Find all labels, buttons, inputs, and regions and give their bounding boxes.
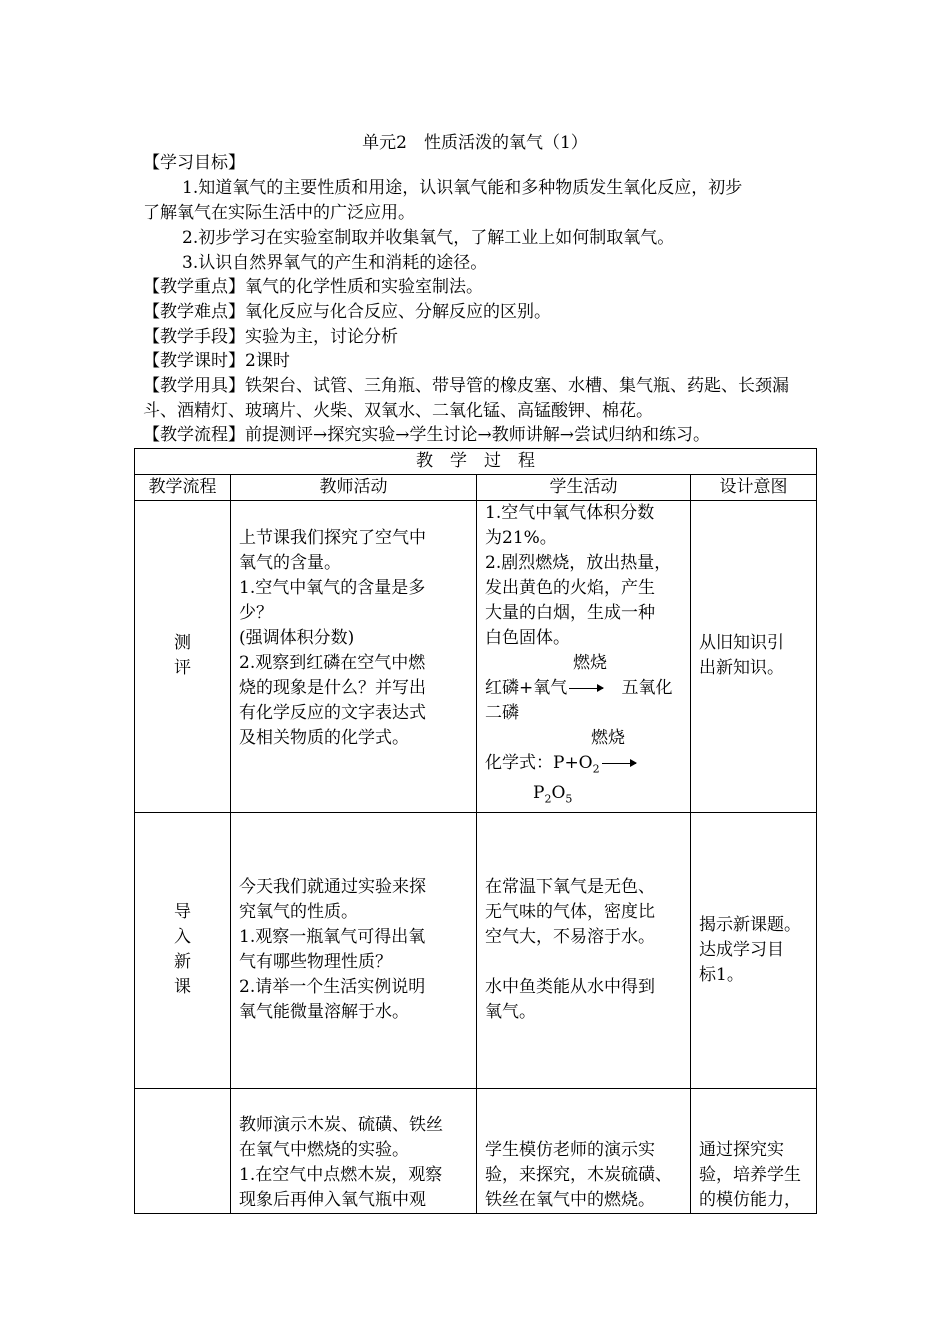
student-activity: 在常温下氧气是无色、 无气味的气体，密度比 空气大，不易溶于水。 水中鱼类能从水中得到 氧气。 [477, 812, 691, 1088]
objective-1-line-2: 了解氧气在实际生活中的广泛应用。 [143, 203, 415, 223]
objective-2: 2.初步学习在实验室制取并收集氧气，了解工业上如何制取氧气。 [182, 228, 675, 248]
header-teacher: 教师活动 [231, 475, 477, 501]
tools-line-2: 斗、酒精灯、玻璃片、火柴、双氧水、二氧化锰、高锰酸钾、棉花。 [143, 401, 653, 421]
table-row [135, 812, 817, 1088]
reaction-arrow-icon [569, 688, 603, 689]
teacher-activity: 教师演示木炭、硫磺、铁丝 在氧气中燃烧的实验。 1.在空气中点燃木炭，观察 现象后再伸入氧气瓶中观 [231, 1088, 477, 1213]
header-intent: 设计意图 [691, 475, 817, 501]
student-answer-text: 1.空气中氧气体积分数 为21%。 2.剧烈燃烧，放出热量， 发出黄色的火焰，产生 大量的白烟，生成一种 白色固体。 [485, 503, 672, 648]
key-point: 【教学重点】氧气的化学性质和实验室制法。 [143, 277, 483, 297]
teacher-activity: 今天我们就通过实验来探 究氧气的性质。 1.观察一瓶氧气可得出氧 气有哪些物理性质？ 2.请举一个生活实例说明 氧气能微量溶解于水。 [231, 812, 477, 1088]
equation-2-left: 化学式：P+O [485, 753, 593, 773]
class-hours: 【教学课时】2课时 [143, 351, 290, 371]
design-intent: 通过探究实 验，培养学生 的模仿能力， [691, 1088, 817, 1213]
equation-2-product-p: P [533, 783, 545, 804]
equation-2-product-sub1: 2 [544, 792, 552, 806]
objective-1-line-1: 1.知道氧气的主要性质和用途，认识氧气能和多种物质发生氧化反应，初步 [182, 178, 743, 198]
page-title: 单元2 性质活泼的氧气（1） [362, 133, 588, 153]
equation-1-continued: 二磷 [485, 703, 519, 723]
tools-line-1: 【教学用具】铁架台、试管、三角瓶、带导管的橡皮塞、水槽、集气瓶、药匙、长颈漏 [143, 376, 789, 396]
equation-2-product-o: O [551, 783, 566, 804]
equation-2-product-sub2: 5 [565, 792, 573, 806]
equation-1-left: 红磷+氧气 [485, 678, 568, 698]
stage-cell: 导 入 新 课 [135, 812, 231, 1088]
difficulty: 【教学难点】氧化反应与化合反应、分解反应的区别。 [143, 302, 551, 322]
equation-1 [485, 676, 682, 701]
reaction-arrow-icon [602, 763, 636, 764]
table-row [135, 1088, 817, 1213]
equation-2-condition: 燃烧 [591, 728, 625, 748]
teaching-flow: 【教学流程】前提测评→探究实验→学生讨论→教师讲解→尝试归纳和练习。 [143, 425, 710, 445]
student-activity [477, 501, 691, 813]
header-flow: 教学流程 [135, 475, 231, 501]
design-intent: 从旧知识引 出新知识。 [691, 501, 817, 813]
stage-cell [135, 1088, 231, 1213]
student-activity: 学生模仿老师的演示实 验，来探究，木炭硫磺、 铁丝在氧气中的燃烧。 [477, 1088, 691, 1213]
process-table [134, 448, 817, 1214]
table-row [135, 501, 817, 813]
equation-1-condition: 燃烧 [573, 653, 607, 673]
teacher-activity: 上节课我们探究了空气中 氧气的含量。 1.空气中氧气的含量是多 少？ (强调体积分数) 2.观察到红磷在空气中燃 烧的现象是什么？并写出 有化学反应的文字表达式 及相关物质的化学式。 [231, 501, 477, 813]
design-intent: 揭示新课题。 达成学习目 标1。 [691, 812, 817, 1088]
objective-3: 3.认识自然界氧气的产生和消耗的途径。 [182, 253, 488, 273]
teaching-method: 【教学手段】实验为主，讨论分析 [143, 327, 398, 347]
equation-2 [485, 751, 682, 812]
equation-1-right: 五氧化 [621, 678, 673, 698]
stage-cell: 测 评 [135, 501, 231, 813]
equation-2-sub: 2 [592, 762, 600, 776]
table-caption: 教 学 过 程 [135, 449, 817, 475]
objectives-heading: 【学习目标】 [143, 153, 245, 173]
header-student: 学生活动 [477, 475, 691, 501]
